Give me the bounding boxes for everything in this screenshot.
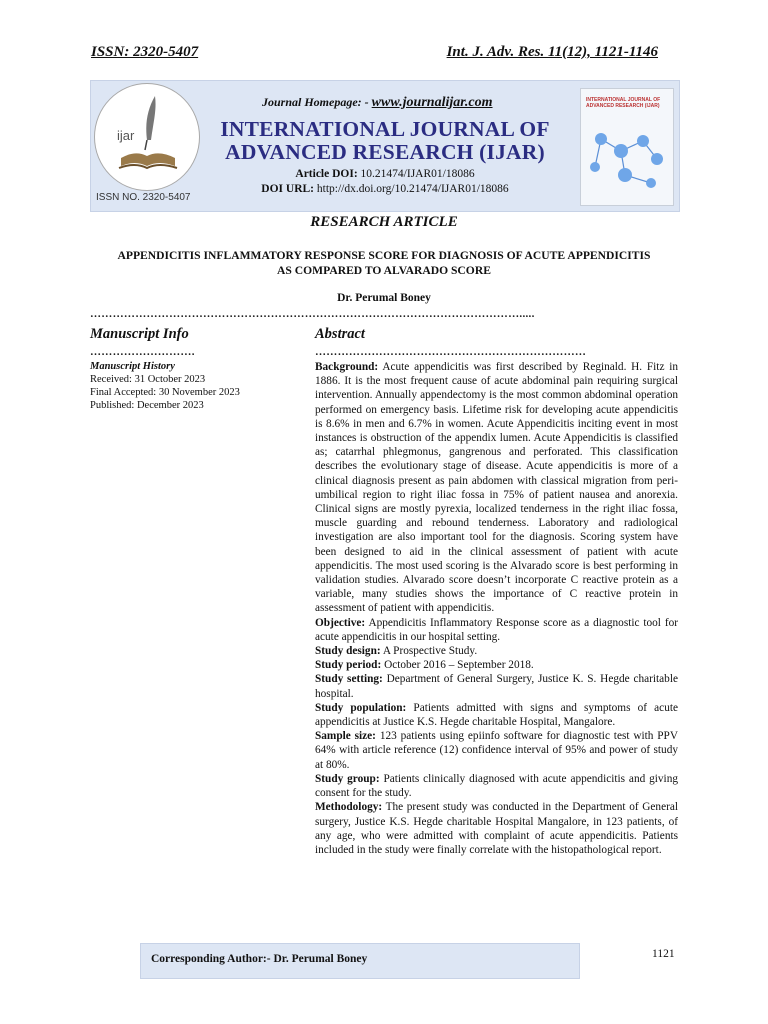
journal-logo: [94, 83, 200, 191]
abstract-setting: Study setting: Department of General Surgery, Justice K. S. Hegde charitable hospital.: [315, 673, 678, 700]
logo-wordmark: ijar: [117, 128, 135, 143]
doi-url-label: DOI URL:: [261, 183, 315, 195]
article-title-line1: APPENDICITIS INFLAMMATORY RESPONSE SCORE FOR DIAGNOSIS OF ACUTE APPENDICITIS: [117, 249, 651, 262]
homepage-link[interactable]: www.journalijar.com: [371, 95, 493, 110]
journal-title: [200, 118, 570, 164]
abstract-period: Study period: October 2016 – September 2018.: [315, 659, 534, 672]
manuscript-info-heading: Manuscript Info: [90, 326, 189, 342]
journal-title-line1: INTERNATIONAL JOURNAL OF: [220, 117, 550, 141]
journal-cover-image: [580, 88, 674, 206]
article-title: [90, 248, 678, 278]
abstract-design: Study design: A Prospective Study.: [315, 645, 478, 658]
homepage-label: Journal Homepage: -: [262, 95, 369, 109]
logo-issn: ISSN NO. 2320-5407: [96, 192, 191, 203]
manuscript-history-label: Manuscript History: [90, 361, 175, 372]
corresponding-author-box: [140, 943, 580, 979]
abstract-methodology: Methodology: The present study was conducted in the Department of General surgery, Justice K.S. Hegde charitable Hospital Mangalore, in 123 patients, of any age, who were admitted with complaint of acute appendicitis. Patients included in the study were finally correlate with the histopathological report.: [315, 801, 678, 856]
manuscript-divider: ……………………….: [90, 346, 195, 358]
article-title-line2: AS COMPARED TO ALVARADO SCORE: [277, 264, 491, 277]
abstract-body: [315, 360, 678, 857]
received-date: Received: 31 October 2023: [90, 374, 206, 385]
page-number: 1121: [652, 948, 675, 960]
abstract-population: Study population: Patients admitted with signs and symptoms of acute appendicitis at Justice K.S. Hegde charitable Hospital, Mangalore.: [315, 701, 678, 729]
abstract-heading: Abstract: [315, 326, 365, 342]
article-doi: [200, 168, 570, 180]
journal-title-line2: ADVANCED RESEARCH (IJAR): [225, 140, 545, 164]
journal-homepage: [262, 95, 493, 111]
corresponding-author: Corresponding Author:- Dr. Perumal Boney: [151, 953, 368, 965]
quill-book-icon: [95, 84, 199, 190]
abstract-study-group: Study group: Patients clinically diagnosed with acute appendicitis and giving consent for the study.: [315, 772, 678, 800]
cover-title: INTERNATIONAL JOURNAL OF ADVANCED RESEARCH (IJAR): [586, 97, 661, 109]
doi-label: Article DOI:: [295, 168, 358, 180]
doi-url-link[interactable]: http://dx.doi.org/10.21474/IJAR01/18086: [316, 183, 509, 195]
article-author: Dr. Perumal Boney: [337, 292, 431, 304]
abstract-divider: ………………………………………………………………: [315, 346, 587, 358]
doi-value: 10.21474/IJAR01/18086: [360, 168, 475, 180]
abstract-objective: Objective: Appendicitis Inflammatory Response score as a diagnostic tool for acute appendicitis in our hospital setting.: [315, 616, 678, 643]
issn-header: ISSN: 2320-5407: [91, 44, 199, 60]
citation-header: Int. J. Adv. Res. 11(12), 1121-1146: [446, 44, 658, 60]
section-divider: …………………………………………………………………………………………………….....: [90, 308, 535, 320]
abstract-sample-size: Sample size: 123 patients using epiinfo software for diagnostic test with PPV 64% with article reference (12) confidence interval of 95% and power of study at 80%.: [315, 730, 678, 771]
abstract-background: Background: Acute appendicitis was first described by Reginald. H. Fitz in 1886. It is the most frequent cause of acute abdominal pain requiring surgical intervention. Annually appendectomy is the most common abdominal operation performed on emergency basis. Lifetime risk for developing acute appendicitis is 8.6% in men and 6.7% in women. Acute Appendicitis inciting event in most instances is obstruction of the appendix lumen. Acute Appendicitis is classified as; catarrhal phlegmonus, gangrenous and perforated. This classification describes the evolutionary stage of disease. Acute appendicitis is more of a clinical diagnosis present as pain abdomen with classical migration from peri-umbilical region to right iliac fossa in 75% of patient nausea and anorexia. Clinical signs are mostly pyrexia, localized tenderness in the right iliac fossa, muscle guarding and rebound tenderness. Laboratory and radiological investigation are also important tool for the diagnosis. Scoring system have been designed to aid in the clinical assessment of patient with acute appendicitis. The most used scoring is the Alvarado score is best performing in validation studies. Alvarado score doesn’t incorporate C reactive protein as a variable, many studies shows the importance of C reactive protein in assessment of patient with appendicitis.: [315, 361, 679, 615]
article-type: RESEARCH ARTICLE: [310, 214, 458, 230]
accepted-date: Final Accepted: 30 November 2023: [90, 387, 240, 398]
published-date: Published: December 2023: [90, 400, 204, 411]
doi-url: [200, 183, 570, 195]
